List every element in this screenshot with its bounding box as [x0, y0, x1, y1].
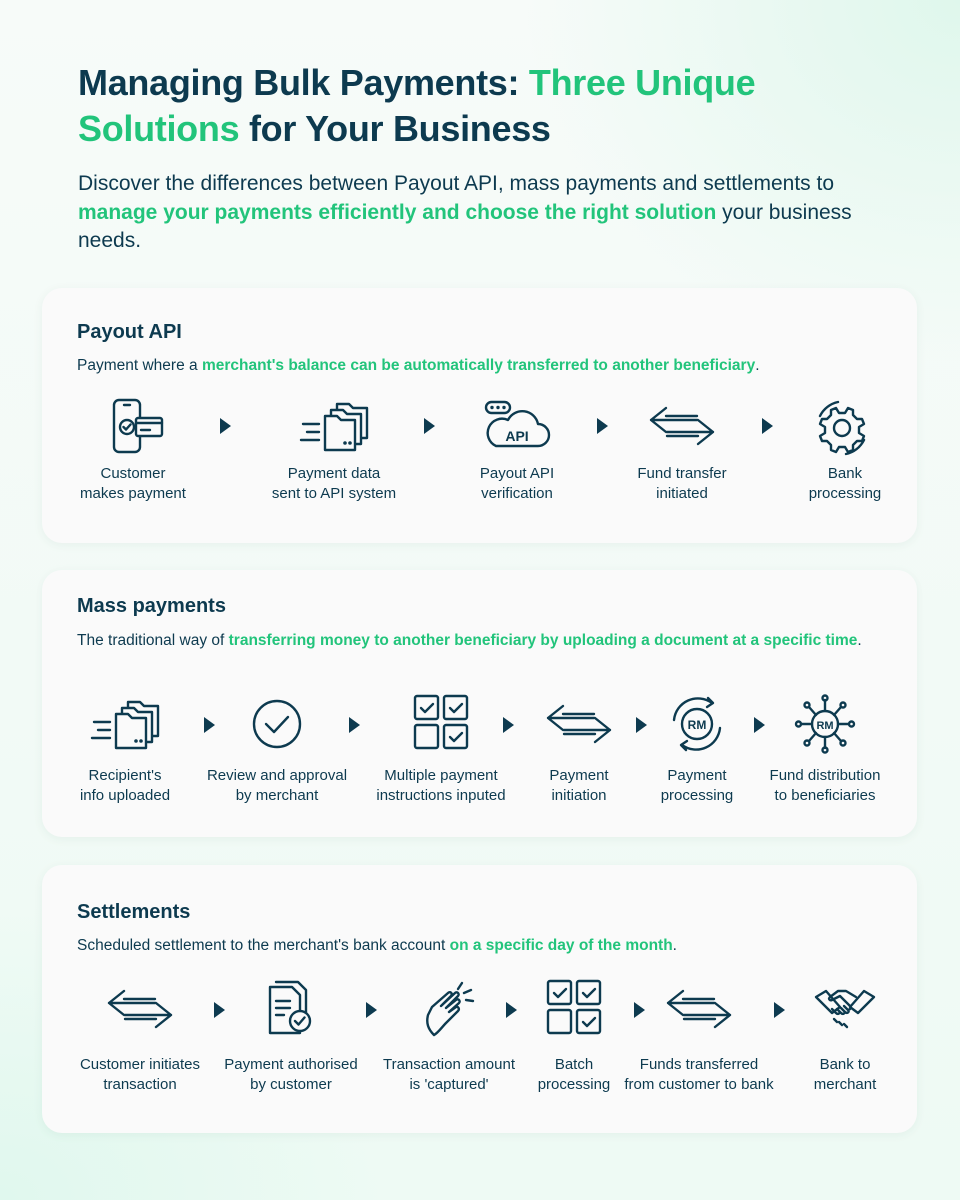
- step-label: Fund distribution to beneficiaries: [769, 767, 881, 804]
- step-label: Customer makes payment: [80, 465, 186, 502]
- page-title: [78, 60, 898, 152]
- title-part2: for Your Business: [239, 108, 551, 149]
- title-part1: Managing Bulk Payments:: [78, 62, 529, 103]
- data-folders-icon: [90, 694, 160, 754]
- step-label: Payment processing: [660, 767, 734, 804]
- payout-step-4: [597, 396, 767, 503]
- step-label: Customer initiates transaction: [79, 1056, 201, 1093]
- step-label: Multiple payment instructions inputed: [376, 767, 506, 804]
- desc-highlight: merchant's balance can be automatically transferred to another beneficiary: [201, 357, 756, 374]
- step-label: Payment data sent to API system: [271, 465, 397, 502]
- settlements-description: [77, 935, 867, 957]
- data-folders-icon: [299, 396, 369, 456]
- checklist-grid-icon: [539, 979, 609, 1039]
- desc-highlight: on a specific day of the month: [449, 937, 673, 954]
- phone-payment-icon: [98, 396, 168, 456]
- step-label: Review and approval by merchant: [206, 767, 348, 804]
- desc-part1: The traditional way of: [77, 632, 229, 649]
- mass-step-1: [40, 694, 210, 805]
- step-label: Payment authorised by customer: [224, 1056, 358, 1093]
- settlement-step-2: [206, 979, 376, 1094]
- mass-payments-card: [42, 570, 917, 837]
- handshake-icon: [810, 979, 880, 1039]
- settlement-step-1: [55, 979, 225, 1094]
- gear-cycle-icon: [810, 396, 880, 456]
- intro-part1: Discover the differences between Payout API, mass payments and settlements to: [78, 172, 835, 195]
- step-label: Payout API verification: [479, 465, 555, 502]
- settlement-step-5: [614, 979, 784, 1094]
- payout-step-3: [432, 396, 602, 503]
- payout-api-title: Payout API: [77, 321, 182, 343]
- step-label: Batch processing: [537, 1056, 611, 1093]
- rm-cycle-icon: [662, 694, 732, 754]
- transfer-arrows-icon: [647, 396, 717, 456]
- desc-part2: .: [672, 937, 677, 954]
- document-check-icon: [256, 979, 326, 1039]
- desc-part2: .: [857, 632, 862, 649]
- payout-api-card: [42, 288, 917, 543]
- transfer-arrows-icon: [544, 694, 614, 754]
- settlements-title: Settlements: [77, 901, 191, 923]
- flow-arrow-icon: [220, 418, 231, 434]
- step-label: Recipient's info uploaded: [79, 767, 171, 804]
- payout-api-description: [77, 355, 867, 377]
- title-highlight: Three Unique Solutions: [78, 62, 756, 149]
- desc-part2: .: [755, 357, 760, 374]
- step-label: Bank processing: [808, 465, 882, 502]
- checklist-grid-icon: [406, 694, 476, 754]
- mass-payments-title: Mass payments: [77, 595, 226, 617]
- intro-part2: your business needs.: [78, 200, 852, 252]
- rm-network-icon: [790, 694, 860, 754]
- currency-mark: RM: [687, 718, 707, 732]
- intro-text: [78, 170, 898, 256]
- desc-highlight: transferring money to another beneficiary by uploading a document at a specific time: [228, 632, 858, 649]
- intro-highlight: manage your payments efficiently and choose the right solution: [78, 200, 717, 224]
- mass-payments-description: [77, 630, 867, 652]
- settlements-card: [42, 865, 917, 1133]
- transfer-arrows-icon: [664, 979, 734, 1039]
- check-circle-icon: [242, 694, 312, 754]
- payout-step-2: [249, 396, 419, 503]
- currency-mark: RM: [816, 720, 834, 732]
- desc-part1: Scheduled settlement to the merchant's bank account: [77, 937, 450, 954]
- desc-part1: Payment where a: [77, 357, 202, 374]
- transfer-arrows-icon: [105, 979, 175, 1039]
- api-badge: API: [505, 428, 529, 444]
- settlement-step-6: [760, 979, 930, 1094]
- mass-step-2: [192, 694, 362, 805]
- step-label: Payment initiation: [549, 767, 609, 804]
- step-label: Bank to merchant: [813, 1056, 877, 1093]
- step-label: Funds transferred from customer to bank: [624, 1056, 774, 1093]
- payout-step-5: [760, 396, 930, 503]
- mass-step-6: [740, 694, 910, 805]
- api-cloud-icon: [482, 396, 552, 456]
- payout-step-1: [48, 396, 218, 503]
- tap-hand-icon: [414, 979, 484, 1039]
- step-label: Transaction amount is 'captured': [382, 1056, 515, 1093]
- step-label: Fund transfer initiated: [637, 465, 727, 502]
